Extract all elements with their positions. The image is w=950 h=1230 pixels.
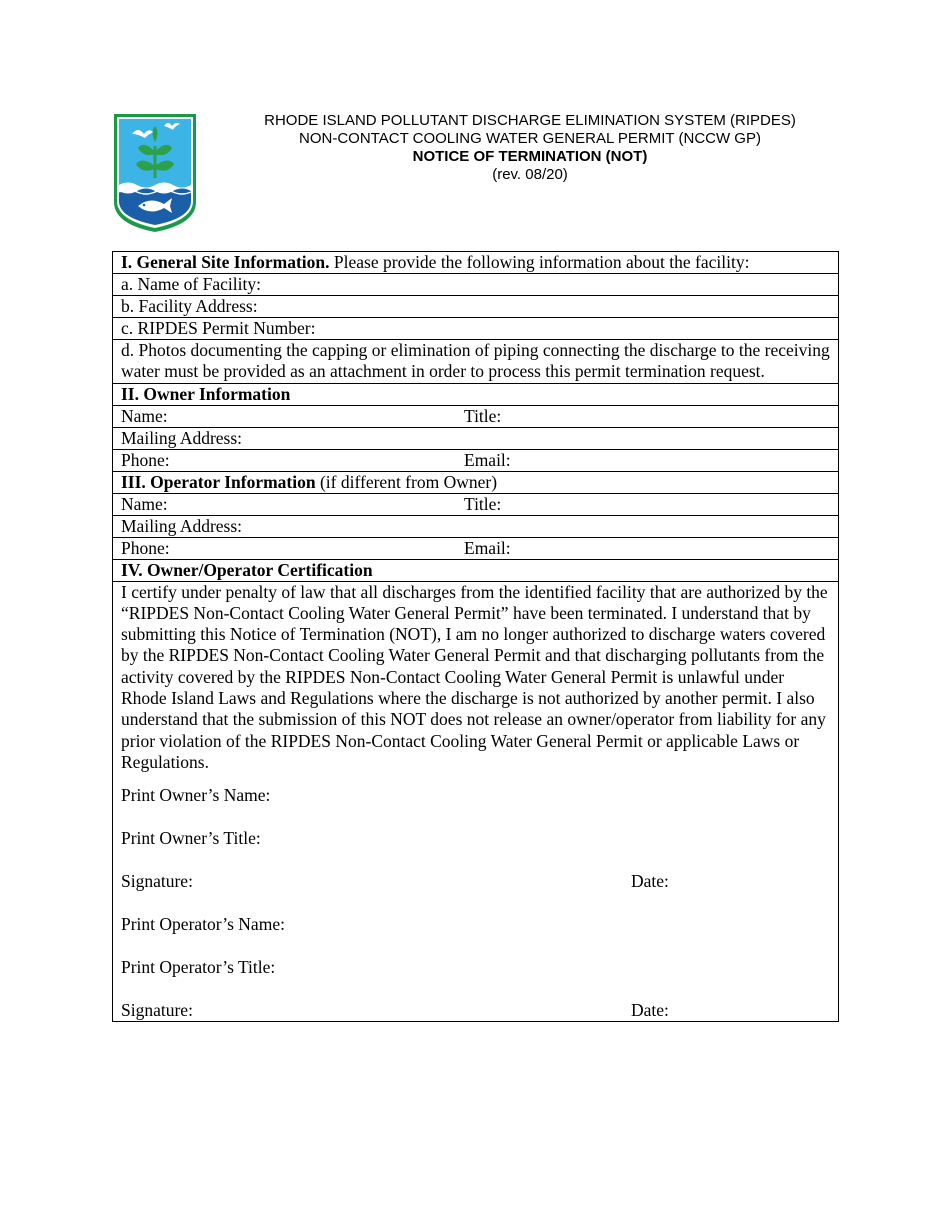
operator-name-print-label: Print Operator’s Name: <box>121 913 285 934</box>
section1-heading-row <box>113 252 838 274</box>
form-header <box>220 112 840 184</box>
section4-heading-row <box>113 560 838 582</box>
section2-heading: II. Owner Information <box>121 383 291 404</box>
owner-phone-field[interactable]: Phone: <box>121 449 170 470</box>
owner-mailing-address-label: Mailing Address: <box>121 427 243 448</box>
operator-name-print-field[interactable] <box>121 892 830 935</box>
facility-address-label: b. Facility Address: <box>121 296 258 316</box>
ri-dem-shield-logo-icon <box>112 112 198 234</box>
owner-signature-field[interactable]: Signature: <box>121 870 193 891</box>
header-form-title: NOTICE OF TERMINATION (NOT) <box>412 148 648 165</box>
operator-date-field[interactable]: Date: <box>631 999 669 1020</box>
owner-title-field[interactable]: Title: <box>464 405 502 426</box>
certification-statement: I certify under penalty of law that all discharges from the identified facility that are authorized by the “RIPDES Non-Contact Cooling Water General Permit” have been terminated. I understand that by submitting this Notice of Termination (NOT), I am no longer authorized to discharge waters covered by the RIPDES Non-Contact Cooling Water General Permit and that discharging pollutants from the activity covered by the RIPDES Non-Contact Cooling Water General Permit is unlawful under Rhode Island Laws and Regulations where the discharge is not authorized by another permit. I also understand that the submission of this NOT does not release an owner/operator from liability for any prior violation of the RIPDES Non-Contact Cooling Water General Permit or applicable Laws or Regulations. <box>121 581 828 772</box>
operator-mailing-address-label: Mailing Address: <box>121 515 243 536</box>
termination-form <box>112 251 839 1022</box>
operator-signature-field[interactable]: Signature: <box>121 999 193 1020</box>
certification-block <box>113 582 838 1023</box>
owner-name-print-field[interactable] <box>121 773 830 806</box>
facility-name-field[interactable] <box>113 274 838 296</box>
operator-email-field[interactable]: Email: <box>464 537 511 558</box>
operator-contact-row <box>113 538 838 560</box>
operator-phone-field[interactable]: Phone: <box>121 537 170 558</box>
owner-name-field[interactable]: Name: <box>121 405 168 426</box>
section1-heading: I. General Site Information. <box>121 252 330 272</box>
owner-date-field[interactable]: Date: <box>631 870 669 891</box>
facility-address-field[interactable] <box>113 296 838 318</box>
facility-name-label: a. Name of Facility: <box>121 274 261 294</box>
header-revision: (rev. 08/20) <box>492 166 568 183</box>
owner-contact-row <box>113 450 838 472</box>
section3-heading: III. Operator Information <box>121 471 316 492</box>
operator-name-title-row <box>113 494 838 516</box>
operator-title-field[interactable]: Title: <box>464 493 502 514</box>
operator-title-print-label: Print Operator’s Title: <box>121 956 276 977</box>
owner-title-print-label: Print Owner’s Title: <box>121 827 261 848</box>
owner-name-title-row <box>113 406 838 428</box>
owner-name-print-label: Print Owner’s Name: <box>121 784 271 805</box>
section1-instruction: Please provide the following information about the facility: <box>329 252 750 272</box>
operator-name-field[interactable]: Name: <box>121 493 168 514</box>
section3-heading-row <box>113 472 838 494</box>
permit-number-field[interactable] <box>113 318 838 340</box>
owner-email-field[interactable]: Email: <box>464 449 511 470</box>
photos-note-row <box>113 340 838 384</box>
owner-mailing-address-field[interactable] <box>113 428 838 450</box>
operator-title-print-field[interactable] <box>121 935 830 978</box>
section2-heading-row <box>113 384 838 406</box>
owner-title-print-field[interactable] <box>121 806 830 849</box>
photos-note: d. Photos documenting the capping or elimination of piping connecting the discharge to the receiving water must be provided as an attachment in order to process this permit termination request. <box>121 340 830 382</box>
section4-heading: IV. Owner/Operator Certification <box>121 559 373 580</box>
owner-signature-row <box>121 849 830 892</box>
operator-mailing-address-field[interactable] <box>113 516 838 538</box>
section3-qualifier: (if different from Owner) <box>315 471 498 492</box>
header-program-title: RHODE ISLAND POLLUTANT DISCHARGE ELIMINATION SYSTEM (RIPDES) <box>264 112 796 129</box>
header-permit-title: NON-CONTACT COOLING WATER GENERAL PERMIT (NCCW GP) <box>299 130 761 147</box>
permit-number-label: c. RIPDES Permit Number: <box>121 318 316 338</box>
operator-signature-row <box>121 978 830 1021</box>
